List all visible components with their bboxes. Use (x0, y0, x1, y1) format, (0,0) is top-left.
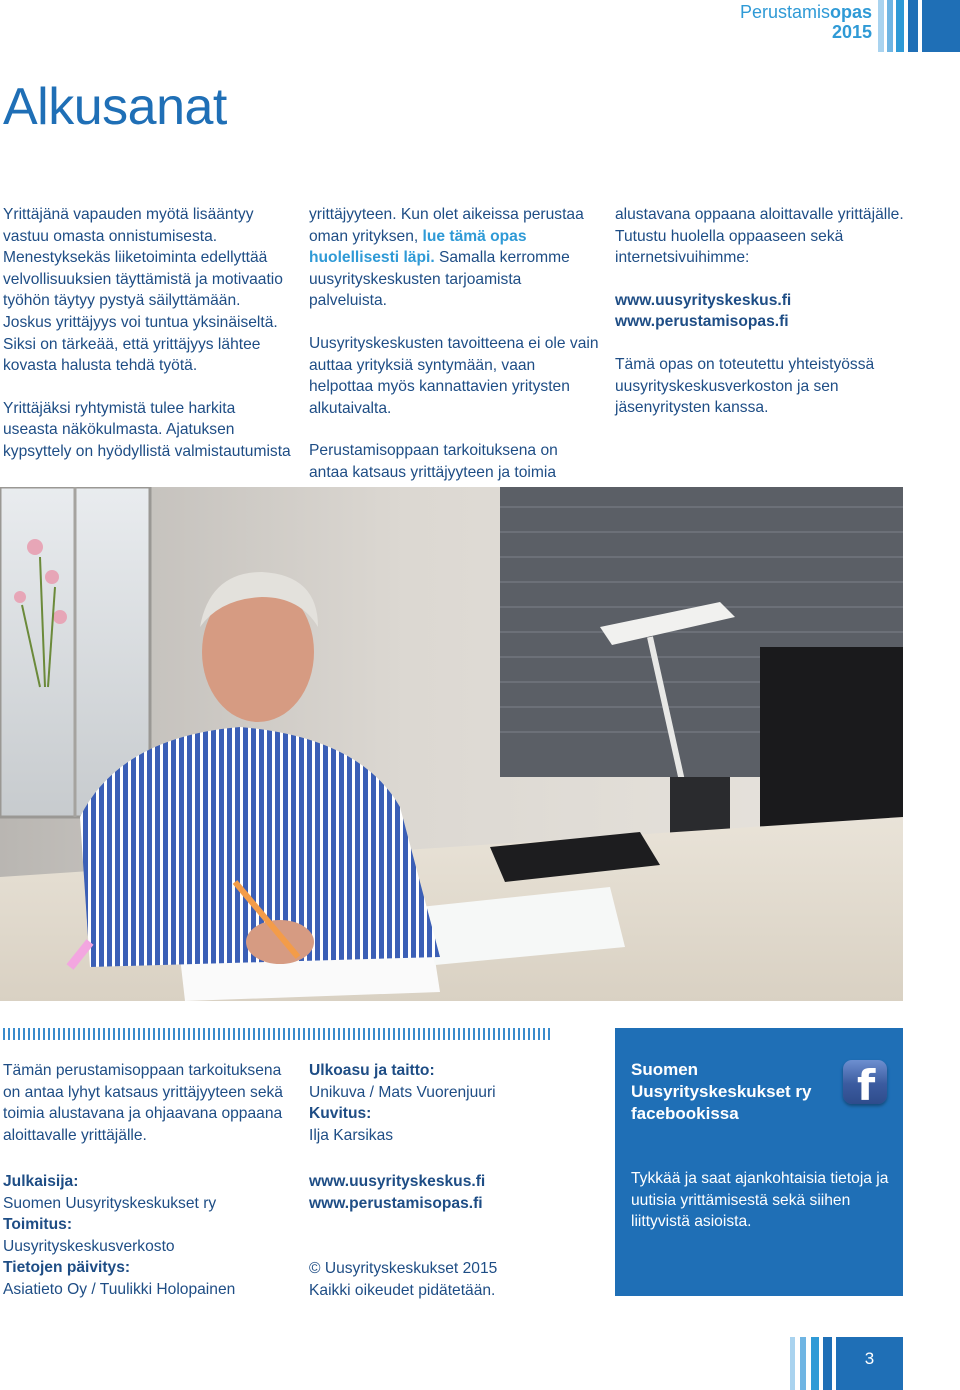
facebook-box[interactable] (615, 1028, 903, 1296)
brand-name (740, 2, 872, 22)
footer-credits-right (309, 1060, 599, 1146)
paragraph: Tämä opas on toteutettu yhteistyössä uusyrityskeskusverkoston ja sen jäsenyritysten kanssa. (615, 355, 875, 417)
footer-link-uusyrityskeskus[interactable]: www.uusyrityskeskus.fi (309, 1173, 486, 1190)
text-span: Samalla kerromme uusyrityskeskusten tarjoamista palveluista. (309, 249, 570, 310)
paragraph: Uusyrityskeskusten tavoitteena ei ole vain auttaa yrityksiä syntymään, vaan helpottaa myös kannattavien yritysten alkutaivalta. (309, 334, 599, 417)
layout-value: Unikuva / Mats Vuorenjuuri (309, 1083, 496, 1101)
link-perustamisopas[interactable]: www.perustamisopas.fi (615, 313, 789, 331)
web-links (615, 290, 905, 333)
footer-intro: Tämän perustamisoppaan tarkoituksena on antaa lyhyt katsaus yrittäjyyteen sekä toimia alustavana ja ohjaavana oppaana aloittavalle yrittäjälle. (3, 1062, 283, 1144)
page-number (836, 1337, 903, 1390)
facebook-icon-glyph: f (857, 1061, 876, 1104)
text-span: yrittäjyyteen. Kun olet aikeissa perustaa oman yrityksen, (309, 206, 584, 245)
editor-value: Uusyrityskeskusverkosto (3, 1237, 175, 1255)
paragraph: alustavana oppaana aloittavalle yrittäjälle. Tutustu huolella oppaaseen sekä internetsivuihimme: (615, 206, 904, 267)
paragraph: Yrittäjäksi ryhtymistä tulee harkita useasta näkökulmasta. Ajatuksen kypsyttely on hyödyllistä valmistautumista (3, 399, 291, 460)
paragraph: Yrittäjänä vapauden myötä lisääntyy vastuu omasta onnistumisesta. Menestyksekäs liiketoiminta edellyttää velvollisuuksien täyttämistä ja motivaatio työhön täytyy pystyä säilyttämään. Joskus yrittäjyys voi tuntua yksinäiseltä. Siksi on tärkeää, että yrittäjyys lähtee kovasta halusta tehdä työtä. (3, 206, 283, 375)
header-stripes (878, 0, 960, 52)
footer-copyright (309, 1258, 599, 1301)
column-1 (3, 204, 293, 484)
footer-link-perustamisopas[interactable]: www.perustamisopas.fi (309, 1194, 483, 1212)
paragraph: Perustamisoppaan tarkoituksena on antaa katsaus yrittäjyyteen ja toimia (309, 442, 558, 481)
column-3 (615, 204, 905, 440)
paragraph (309, 204, 601, 312)
column-2 (309, 204, 601, 505)
facebook-box-text: Tykkää ja saat ajankohtaisia tietoja ja uutisia yrittämisestä sekä siihen liittyvistä asioista. (631, 1170, 889, 1231)
link-uusyrityskeskus[interactable]: www.uusyrityskeskus.fi (615, 291, 792, 309)
facebook-box-title: Suomen Uusyrityskeskukset ry facebookissa (631, 1060, 812, 1123)
brand-light: Perustamis (739, 2, 830, 22)
facebook-icon[interactable] (843, 1060, 887, 1104)
publisher-label: Julkaisija: (3, 1173, 79, 1190)
page-title: Alkusanat (3, 78, 227, 136)
update-value: Asiatieto Oy / Tuulikki Holopainen (3, 1280, 236, 1298)
editor-label: Toimitus: (3, 1216, 73, 1234)
rights-text: Kaikki oikeudet pidätetään. (309, 1281, 496, 1299)
office-photo-illustration (0, 487, 903, 1001)
decorative-bar-rule (3, 1028, 553, 1040)
highlight-text: lue tämä opas huolellisesti läpi. (309, 227, 527, 267)
brand-year: 2015 (831, 22, 872, 42)
brand-bold: opas (829, 2, 872, 22)
footer-web-links (309, 1171, 599, 1214)
office-photo (0, 487, 903, 1001)
publisher-value: Suomen Uusyrityskeskukset ry (3, 1194, 217, 1212)
footer-credits-left (3, 1171, 293, 1301)
illustration-label: Kuvitus: (309, 1105, 372, 1123)
copyright-text: © Uusyrityskeskukset 2015 (309, 1260, 498, 1277)
page-number-text: 3 (864, 1349, 875, 1368)
illustration-value: Ilja Karsikas (309, 1126, 394, 1144)
layout-label: Ulkoasu ja taitto: (309, 1062, 435, 1079)
update-label: Tietojen päivitys: (3, 1259, 131, 1277)
